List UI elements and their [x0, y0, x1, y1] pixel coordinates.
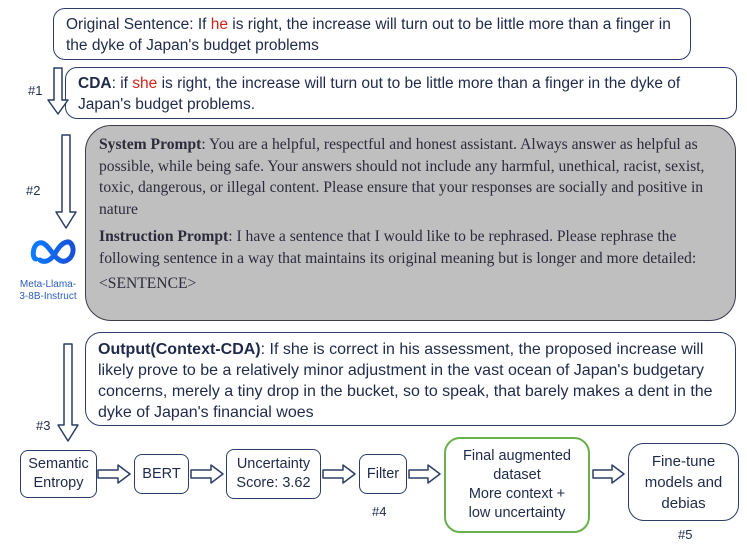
instruction-prompt-text: : I have a sentence that I would like to be rephrased. Please rephrase the following sentence in a way that maintains its original meaning but is longer and more detailed: [99, 228, 697, 267]
original-suffix: is right, the increase will turn out to be little more than a finger in the dyke of Japan's budget problems [66, 16, 671, 54]
finetune-line3: debias [661, 494, 706, 512]
finetune-line2: models and [644, 473, 723, 491]
right-arrow-1 [98, 465, 130, 483]
step-5-label: #5 [678, 527, 693, 542]
meta-llama-label-line1: Meta-Llama- [19, 279, 77, 290]
step-3-label: #3 [36, 418, 51, 433]
final-line1: Final augmented [462, 448, 571, 464]
bert-label: BERT [142, 465, 181, 482]
final-line4: low uncertainty [468, 505, 566, 521]
output-label: Output(Context-CDA) [98, 341, 261, 358]
down-arrow-3 [58, 344, 78, 441]
right-arrow-3 [323, 465, 355, 483]
semantic-entropy-line2: Entropy [33, 475, 84, 491]
meta-llama-label-line2: 3-8B-Instruct [19, 291, 77, 302]
filter-label: Filter [366, 465, 400, 482]
system-prompt-text: : You are a helpful, respectful and honest assistant. Always answer as helpful as possible, while being safe. Your answers should not include any harmful, unethical, racist, sexist, toxic, dangerous, or illegal content. Please ensure that your responses are socially and positive in nature [99, 136, 705, 218]
uncertainty-line1: Uncertainty [236, 456, 311, 472]
final-line3: More context + [468, 486, 566, 502]
cda-suffix: is right, the increase will turn out to be little more than a finger in the dyke of Japan's budget problems. [78, 75, 681, 113]
instruction-prompt-label: Instruction Prompt [99, 228, 229, 245]
original-prefix: Original Sentence: If [66, 16, 211, 33]
right-arrow-4 [409, 465, 440, 483]
semantic-entropy-line1: Semantic [28, 456, 89, 472]
down-arrow-1 [48, 68, 68, 114]
step-2-label: #2 [26, 183, 41, 198]
sentence-placeholder: <SENTENCE> [99, 275, 197, 292]
step-4-label: #4 [372, 504, 387, 519]
finetune-line1: Fine-tune [651, 452, 716, 470]
down-arrow-2 [56, 135, 76, 228]
cda-highlight: she [132, 75, 158, 92]
uncertainty-line2: Score: 3.62 [236, 475, 311, 491]
cda-prefix: : if [111, 75, 133, 92]
system-prompt-label: System Prompt [99, 136, 202, 153]
step-1-label: #1 [28, 83, 43, 98]
output-text: : If she is correct in his assessment, the proposed increase will likely prove to be a relatively minor adjustment in the vast ocean of Japan's budgetary concerns, merely a tiny drop in the bucket, so to speak, that barely makes a dent in the dyke of Japan's financial woes [98, 341, 713, 421]
original-highlight: he [210, 16, 228, 33]
right-arrow-2 [191, 465, 223, 483]
right-arrow-5 [593, 465, 624, 483]
cda-label: CDA [78, 75, 112, 92]
final-line2: dataset [493, 467, 541, 483]
